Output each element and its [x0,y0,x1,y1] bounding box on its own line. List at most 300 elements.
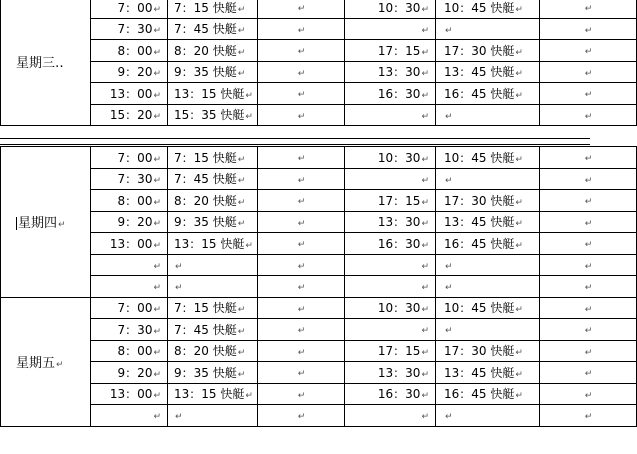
paragraph-mark-icon: ↵ [515,348,523,359]
boat-arrival-cell[interactable] [168,83,258,105]
boat-arrival-cell[interactable] [168,233,258,255]
boat-arrival-cell[interactable] [168,40,258,62]
boat-arrival: 9：35 快艇 [174,65,237,80]
boat-arrival-2-cell[interactable] [436,383,540,405]
paragraph-mark-icon: ↵ [297,347,306,358]
boat-arrival-2-cell[interactable] [436,18,540,40]
paragraph-mark-icon: ↵ [237,47,246,58]
depart-time-2: 16：30 [377,86,421,101]
schedule-row [1,18,637,40]
paragraph-mark-icon: ↵ [421,283,429,294]
schedule-row [1,276,637,298]
paragraph-mark-icon: ↵ [297,369,306,380]
blank-col-cell[interactable] [258,297,345,319]
depart-time-cell[interactable] [91,190,168,212]
depart-time-2-cell[interactable] [345,147,436,169]
depart-time-2-cell[interactable] [345,168,436,190]
boat-arrival-cell[interactable] [168,405,258,427]
depart-time: 8：00 [117,43,153,58]
paragraph-mark-icon: ↵ [584,154,593,165]
boat-arrival-2: 13：45 快艇 [444,65,515,80]
boat-arrival-2-cell[interactable] [436,168,540,190]
paragraph-mark-icon: ↵ [175,283,183,294]
paragraph-mark-icon: ↵ [584,68,593,79]
paragraph-mark-icon: ↵ [515,369,523,380]
boat-arrival: 7：15 快艇 [174,150,237,165]
boat-arrival-2-cell[interactable] [436,297,540,319]
boat-arrival-2: 10：45 快艇 [444,150,515,165]
paragraph-mark-icon: ↵ [515,240,523,251]
boat-arrival-cell[interactable] [168,147,258,169]
schedule-row [1,168,637,190]
paragraph-mark-icon: ↵ [153,4,161,15]
paragraph-mark-icon: ↵ [153,348,161,359]
depart-time-2-cell[interactable] [345,297,436,319]
paragraph-mark-icon: ↵ [237,154,246,165]
depart-time-2-cell[interactable] [345,276,436,298]
boat-arrival: 9：35 快艇 [174,215,237,230]
depart-time-2-cell[interactable] [345,233,436,255]
boat-arrival-cell[interactable] [168,61,258,83]
boat-arrival-cell[interactable] [168,168,258,190]
schedule-table-wednesday [0,0,637,126]
paragraph-mark-icon: ↵ [584,390,593,401]
boat-arrival-2-cell[interactable] [436,104,540,126]
boat-arrival-2-cell[interactable] [436,340,540,362]
paragraph-mark-icon: ↵ [153,369,161,380]
depart-time-2-cell[interactable] [345,383,436,405]
depart-time-2-cell[interactable] [345,83,436,105]
depart-time-cell[interactable] [91,383,168,405]
paragraph-mark-icon: ↵ [515,4,523,15]
blank-col-2-cell[interactable] [540,233,637,255]
boat-arrival-2: 17：30 快艇 [444,344,515,359]
paragraph-mark-icon: ↵ [421,197,429,208]
paragraph-mark-icon: ↵ [153,219,161,230]
paragraph-mark-icon: ↵ [153,112,161,123]
schedule-row [1,104,637,126]
paragraph-mark-icon: ↵ [237,69,246,80]
paragraph-mark-icon: ↵ [421,154,429,165]
paragraph-mark-icon: ↵ [515,197,523,208]
blank-col-cell[interactable] [258,405,345,427]
boat-arrival-2-cell[interactable] [436,276,540,298]
boat-arrival-2: 16：45 快艇 [444,236,515,251]
paragraph-mark-icon: ↵ [297,111,306,122]
boat-arrival-2: 10：45 快艇 [444,301,515,316]
depart-time: 8：00 [117,193,153,208]
paragraph-mark-icon: ↵ [153,90,161,101]
paragraph-mark-icon: ↵ [153,176,161,187]
depart-time: 9：20 [117,65,153,80]
depart-time: 7：00 [117,301,153,316]
paragraph-mark-icon: ↵ [297,283,306,294]
depart-time-2-cell[interactable] [345,190,436,212]
paragraph-mark-icon: ↵ [445,175,453,186]
schedule-row [1,383,637,405]
blank-col-cell[interactable] [258,168,345,190]
schedule-row [1,40,637,62]
paragraph-mark-icon: ↵ [297,68,306,79]
boat-arrival: 7：15 快艇 [174,301,237,316]
paragraph-mark-icon: ↵ [175,412,183,423]
paragraph-mark-icon: ↵ [584,218,593,229]
boat-arrival-2-cell[interactable] [436,190,540,212]
paragraph-mark-icon: ↵ [297,304,306,315]
paragraph-mark-icon: ↵ [297,326,306,337]
depart-time-cell[interactable] [91,405,168,427]
schedule-row [1,190,637,212]
paragraph-mark-icon: ↵ [237,176,246,187]
boat-arrival-2: 16：45 快艇 [444,86,515,101]
boat-arrival-cell[interactable] [168,0,258,18]
paragraph-mark-icon: ↵ [237,326,246,337]
paragraph-mark-icon: ↵ [245,90,253,101]
boat-arrival-2-cell[interactable] [436,362,540,384]
paragraph-mark-icon: ↵ [421,69,429,80]
paragraph-mark-icon: ↵ [421,25,429,36]
paragraph-mark-icon: ↵ [237,219,246,230]
blank-col-2-cell[interactable] [540,254,637,276]
depart-time-cell[interactable] [91,362,168,384]
boat-arrival-cell[interactable] [168,340,258,362]
paragraph-mark-icon: ↵ [421,391,429,402]
paragraph-mark-icon: ↵ [445,25,453,36]
boat-arrival-2-cell[interactable] [436,211,540,233]
blank-col-cell[interactable] [258,319,345,341]
depart-time-cell[interactable] [91,168,168,190]
paragraph-mark-icon: ↵ [421,412,429,423]
paragraph-mark-icon: ↵ [421,348,429,359]
blank-col-2-cell[interactable] [540,40,637,62]
boat-arrival: 8：20 快艇 [174,43,237,58]
paragraph-mark-icon: ↵ [515,391,523,402]
blank-col-2-cell[interactable] [540,18,637,40]
depart-time: 13：00 [109,86,153,101]
boat-arrival-cell[interactable] [168,319,258,341]
blank-col-cell[interactable] [258,254,345,276]
depart-time-cell[interactable] [91,233,168,255]
paragraph-mark-icon: ↵ [297,175,306,186]
paragraph-mark-icon: ↵ [421,175,429,186]
depart-time: 7：00 [117,0,153,15]
schedule-row [1,0,637,18]
day-label-cell[interactable] [1,297,91,426]
paragraph-mark-icon: ↵ [237,26,246,37]
depart-time-cell[interactable] [91,0,168,18]
paragraph-mark-icon: ↵ [153,326,161,337]
schedule-row [1,61,637,83]
day-label-cell[interactable] [1,147,91,298]
paragraph-mark-icon: ↵ [175,261,183,272]
schedule-row [1,340,637,362]
depart-time: 9：20 [117,215,153,230]
blank-col-cell[interactable] [258,83,345,105]
blank-col-2-cell[interactable] [540,147,637,169]
depart-time-2-cell[interactable] [345,0,436,18]
paragraph-mark-icon: ↵ [297,4,306,15]
blank-col-2-cell[interactable] [540,0,637,18]
depart-time-cell[interactable] [91,340,168,362]
depart-time-cell[interactable] [91,147,168,169]
depart-time-2: 17：15 [377,43,421,58]
blank-col-cell[interactable] [258,18,345,40]
paragraph-mark-icon: ↵ [421,369,429,380]
paragraph-mark-icon: ↵ [584,283,593,294]
schedule-row [1,405,637,427]
paragraph-mark-icon: ↵ [421,261,429,272]
paragraph-mark-icon: ↵ [445,326,453,337]
paragraph-mark-icon: ↵ [297,25,306,36]
schedule-row [1,254,637,276]
boat-arrival-2-cell[interactable] [436,40,540,62]
paragraph-mark-icon: ↵ [153,69,161,80]
paragraph-mark-icon: ↵ [584,347,593,358]
blank-col-2-cell[interactable] [540,383,637,405]
boat-arrival: 8：20 快艇 [174,193,237,208]
paragraph-mark-icon: ↵ [297,390,306,401]
paragraph-mark-icon: ↵ [153,240,161,251]
paragraph-mark-icon: ↵ [515,305,523,316]
paragraph-mark-icon: ↵ [297,154,306,165]
paragraph-mark-icon: ↵ [153,283,161,294]
blank-col-cell[interactable] [258,147,345,169]
paragraph-mark-icon: ↵ [237,348,246,359]
blank-col-2-cell[interactable] [540,405,637,427]
page-break [0,138,590,145]
boat-arrival-2: 13：45 快艇 [444,215,515,230]
boat-arrival: 13：15 快艇 [174,236,245,251]
paragraph-mark-icon: ↵ [153,261,161,272]
blank-col-cell[interactable] [258,211,345,233]
paragraph-mark-icon: ↵ [421,90,429,101]
depart-time-cell[interactable] [91,61,168,83]
depart-time-2: 16：30 [377,236,421,251]
paragraph-mark-icon: ↵ [153,26,161,37]
day-label: 星期三‥ [16,55,64,71]
schedule-row [1,362,637,384]
depart-time-2: 17：15 [377,344,421,359]
boat-arrival-cell[interactable] [168,211,258,233]
day-label: 星期五 [16,356,56,371]
depart-time: 7：30 [117,172,153,187]
blank-col-cell[interactable] [258,340,345,362]
schedule-row [1,297,637,319]
paragraph-mark-icon: ↵ [515,69,523,80]
blank-col-2-cell[interactable] [540,83,637,105]
paragraph-mark-icon: ↵ [421,219,429,230]
boat-arrival: 7：45 快艇 [174,172,237,187]
depart-time-cell[interactable] [91,254,168,276]
day-label: 星期四 [18,216,58,232]
depart-time-2: 10：30 [377,150,421,165]
paragraph-mark-icon: ↵ [237,369,246,380]
depart-time-cell[interactable] [91,40,168,62]
paragraph-mark-icon: ↵ [445,412,453,423]
paragraph-mark-icon: ↵ [584,304,593,315]
paragraph-mark-icon: ↵ [421,47,429,58]
paragraph-mark-icon: ↵ [515,47,523,58]
paragraph-mark-icon: ↵ [584,111,593,122]
blank-col-cell[interactable] [258,276,345,298]
schedule-row [1,211,637,233]
paragraph-mark-icon: ↵ [421,240,429,251]
boat-arrival-2: 17：30 快艇 [444,43,515,58]
boat-arrival-2: 16：45 快艇 [444,387,515,402]
paragraph-mark-icon: ↵ [421,4,429,15]
depart-time-cell[interactable] [91,18,168,40]
depart-time-2-cell[interactable] [345,362,436,384]
paragraph-mark-icon: ↵ [58,220,66,231]
blank-col-cell[interactable] [258,190,345,212]
blank-col-2-cell[interactable] [540,362,637,384]
paragraph-mark-icon: ↵ [421,305,429,316]
paragraph-mark-icon: ↵ [237,4,246,15]
boat-arrival-2-cell[interactable] [436,147,540,169]
depart-time-2-cell[interactable] [345,211,436,233]
boat-arrival-2-cell[interactable] [436,319,540,341]
boat-arrival-cell[interactable] [168,104,258,126]
boat-arrival-cell[interactable] [168,383,258,405]
boat-arrival-2-cell[interactable] [436,233,540,255]
boat-arrival-cell[interactable] [168,190,258,212]
blank-col-2-cell[interactable] [540,104,637,126]
depart-time-2: 17：15 [377,193,421,208]
schedule-row [1,233,637,255]
paragraph-mark-icon: ↵ [421,111,429,122]
paragraph-mark-icon: ↵ [584,47,593,58]
schedule-row [1,319,637,341]
depart-time: 7：30 [117,322,153,337]
paragraph-mark-icon: ↵ [153,47,161,58]
boat-arrival-2: 13：45 快艇 [444,365,515,380]
depart-time: 7：30 [117,22,153,37]
boat-arrival-2-cell[interactable] [436,83,540,105]
paragraph-mark-icon: ↵ [515,219,523,230]
depart-time-2-cell[interactable] [345,405,436,427]
boat-arrival-cell[interactable] [168,362,258,384]
paragraph-mark-icon: ↵ [515,90,523,101]
blank-col-2-cell[interactable] [540,61,637,83]
blank-col-2-cell[interactable] [540,190,637,212]
boat-arrival-cell[interactable] [168,297,258,319]
boat-arrival-2-cell[interactable] [436,405,540,427]
blank-col-cell[interactable] [258,383,345,405]
schedule-row [1,83,637,105]
depart-time: 15：20 [109,108,153,123]
depart-time-2-cell[interactable] [345,340,436,362]
depart-time-2-cell[interactable] [345,104,436,126]
boat-arrival-2-cell[interactable] [436,254,540,276]
boat-arrival: 9：35 快艇 [174,365,237,380]
day-label-cell[interactable] [1,0,91,126]
depart-time-2: 16：30 [377,387,421,402]
depart-time-cell[interactable] [91,211,168,233]
paragraph-mark-icon: ↵ [245,112,253,123]
schedule-page-2 [0,146,593,427]
blank-col-cell[interactable] [258,104,345,126]
blank-col-cell[interactable] [258,61,345,83]
schedule-row [1,147,637,169]
paragraph-mark-icon: ↵ [584,369,593,380]
blank-col-cell[interactable] [258,233,345,255]
paragraph-mark-icon: ↵ [515,154,523,165]
paragraph-mark-icon: ↵ [445,111,453,122]
depart-time-2: 13：30 [377,365,421,380]
depart-time-2-cell[interactable] [345,18,436,40]
blank-col-2-cell[interactable] [540,276,637,298]
boat-arrival: 7：45 快艇 [174,322,237,337]
boat-arrival-cell[interactable] [168,254,258,276]
depart-time-2-cell[interactable] [345,40,436,62]
blank-col-2-cell[interactable] [540,211,637,233]
depart-time-2: 13：30 [377,215,421,230]
paragraph-mark-icon: ↵ [297,47,306,58]
depart-time-cell[interactable] [91,276,168,298]
schedule-page-1 [0,0,593,126]
paragraph-mark-icon: ↵ [297,412,306,423]
boat-arrival: 15：35 快艇 [174,108,245,123]
blank-col-cell[interactable] [258,362,345,384]
paragraph-mark-icon: ↵ [245,240,253,251]
paragraph-mark-icon: ↵ [237,305,246,316]
blank-col-cell[interactable] [258,40,345,62]
paragraph-mark-icon: ↵ [153,197,161,208]
paragraph-mark-icon: ↵ [153,412,161,423]
boat-arrival-cell[interactable] [168,276,258,298]
depart-time-2: 13：30 [377,65,421,80]
blank-col-cell[interactable] [258,0,345,18]
depart-time: 8：00 [117,344,153,359]
blank-col-2-cell[interactable] [540,168,637,190]
paragraph-mark-icon: ↵ [584,326,593,337]
depart-time-2-cell[interactable] [345,319,436,341]
paragraph-mark-icon: ↵ [584,90,593,101]
depart-time-2: 10：30 [377,0,421,15]
blank-col-2-cell[interactable] [540,297,637,319]
depart-time: 9：20 [117,365,153,380]
boat-arrival-cell[interactable] [168,18,258,40]
boat-arrival-2: 17：30 快艇 [444,193,515,208]
boat-arrival-2-cell[interactable] [436,0,540,18]
paragraph-mark-icon: ↵ [445,283,453,294]
depart-time-2: 10：30 [377,301,421,316]
paragraph-mark-icon: ↵ [153,154,161,165]
depart-time-2-cell[interactable] [345,61,436,83]
depart-time-cell[interactable] [91,104,168,126]
depart-time-cell[interactable] [91,83,168,105]
boat-arrival-2-cell[interactable] [436,61,540,83]
boat-arrival: 7：45 快艇 [174,22,237,37]
boat-arrival: 8：20 快艇 [174,344,237,359]
text-cursor [16,217,17,230]
boat-arrival: 7：15 快艇 [174,0,237,15]
paragraph-mark-icon: ↵ [584,240,593,251]
depart-time-2-cell[interactable] [345,254,436,276]
blank-col-2-cell[interactable] [540,319,637,341]
paragraph-mark-icon: ↵ [245,391,253,402]
paragraph-mark-icon: ↵ [584,261,593,272]
paragraph-mark-icon: ↵ [584,4,593,15]
paragraph-mark-icon: ↵ [445,261,453,272]
depart-time-cell[interactable] [91,319,168,341]
blank-col-2-cell[interactable] [540,340,637,362]
depart-time: 13：00 [109,387,153,402]
paragraph-mark-icon: ↵ [297,261,306,272]
paragraph-mark-icon: ↵ [584,197,593,208]
paragraph-mark-icon: ↵ [297,240,306,251]
depart-time-cell[interactable] [91,297,168,319]
